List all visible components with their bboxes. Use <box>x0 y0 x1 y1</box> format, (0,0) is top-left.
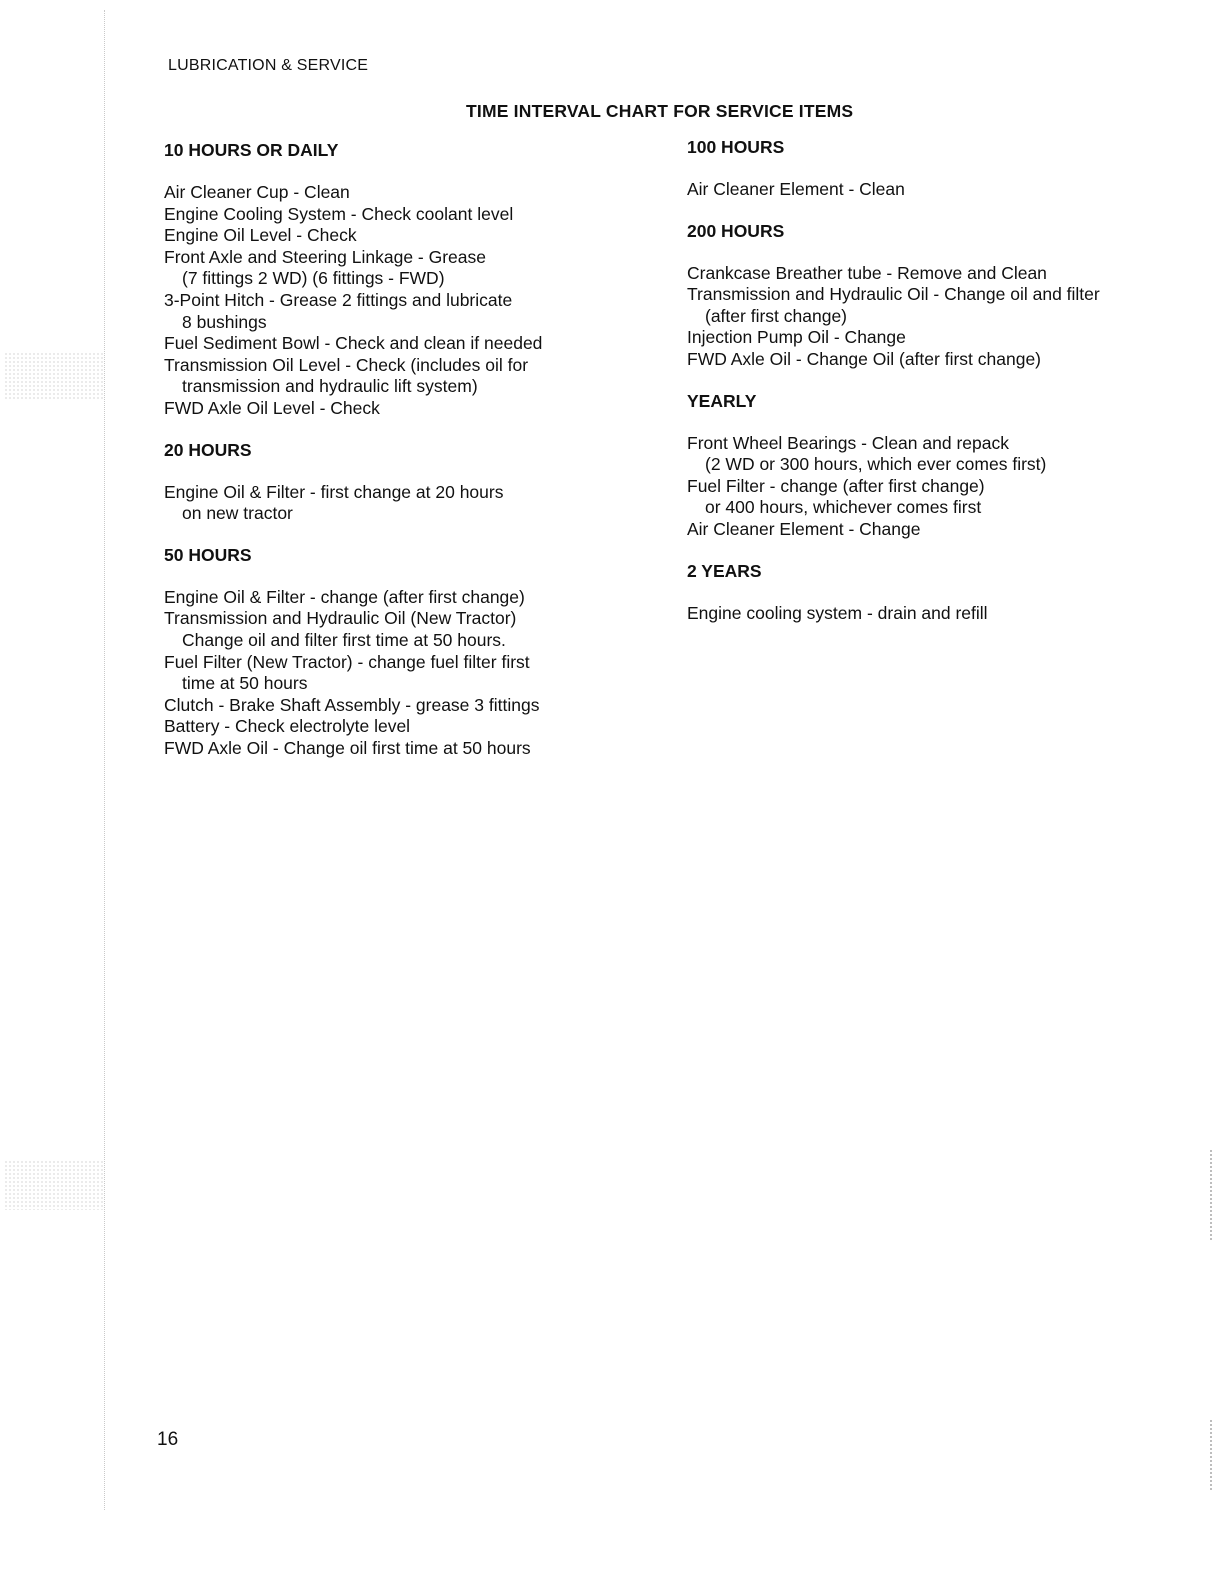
service-item <box>164 482 644 525</box>
service-item-list <box>164 182 644 420</box>
service-item-text: Front Axle and Steering Linkage - Grease <box>164 246 486 267</box>
service-item-continuation: (2 WD or 300 hours, which ever comes first) <box>705 454 1047 475</box>
service-item-list <box>687 433 1167 541</box>
service-item-text: Engine Cooling System - Check coolant level <box>164 203 514 224</box>
service-item <box>687 519 1167 541</box>
service-item-text: Engine Oil & Filter - first change at 20 hours <box>164 481 504 502</box>
service-item-text: Engine cooling system - drain and refill <box>687 602 988 623</box>
service-item-text: 3-Point Hitch - Grease 2 fittings and lubricate <box>164 289 513 310</box>
section-heading: 20 HOURS <box>164 439 252 460</box>
left-column <box>164 139 644 778</box>
service-item-list <box>164 482 644 525</box>
binding-margin-line <box>104 10 105 1510</box>
service-item <box>164 225 644 247</box>
interval-section <box>687 136 1167 201</box>
running-head: LUBRICATION & SERVICE <box>168 57 369 74</box>
service-item-text: FWD Axle Oil - Change oil first time at 50 hours <box>164 737 531 758</box>
service-item <box>164 204 644 226</box>
service-item-text: Fuel Sediment Bowl - Check and clean if needed <box>164 333 543 354</box>
service-item-list <box>687 179 1167 201</box>
service-item-continuation: time at 50 hours <box>182 673 308 694</box>
service-item-text: Injection Pump Oil - Change <box>687 327 906 348</box>
service-item-continuation: transmission and hydraulic lift system) <box>182 376 478 397</box>
service-item <box>164 738 644 760</box>
service-item <box>687 476 1167 519</box>
service-item <box>164 652 644 695</box>
service-item <box>164 182 644 204</box>
service-item-text: Engine Oil & Filter - change (after first change) <box>164 586 525 607</box>
chart-title: TIME INTERVAL CHART FOR SERVICE ITEMS <box>466 101 854 121</box>
page-number: 16 <box>157 1429 179 1450</box>
scan-speckle <box>1210 1420 1215 1490</box>
interval-section <box>687 220 1167 371</box>
interval-section <box>687 560 1167 625</box>
service-item-text: Air Cleaner Element - Change <box>687 518 921 539</box>
service-item <box>164 716 644 738</box>
scan-speckle <box>4 352 104 400</box>
service-item-list <box>164 587 644 760</box>
service-item <box>164 608 644 651</box>
service-item-text: Crankcase Breather tube - Remove and Clean <box>687 262 1047 283</box>
service-item <box>164 355 644 398</box>
section-heading: 2 YEARS <box>687 560 762 581</box>
service-item <box>687 327 1167 349</box>
scan-speckle <box>4 1160 104 1210</box>
interval-section <box>164 439 644 525</box>
section-heading: 50 HOURS <box>164 544 252 565</box>
service-item-text: Air Cleaner Cup - Clean <box>164 182 350 202</box>
section-heading: 100 HOURS <box>687 137 785 157</box>
service-item <box>164 695 644 717</box>
service-item <box>687 179 1167 201</box>
service-item <box>164 333 644 355</box>
service-item <box>164 290 644 333</box>
service-item-list <box>687 263 1167 371</box>
service-item <box>687 284 1167 327</box>
section-heading: 10 HOURS OR DAILY <box>164 140 339 160</box>
service-item <box>687 263 1167 285</box>
service-item-continuation: (after first change) <box>705 305 847 326</box>
service-item-continuation: 8 bushings <box>182 311 267 332</box>
service-item-continuation: (7 fittings 2 WD) (6 fittings - FWD) <box>182 268 445 289</box>
service-item-text: FWD Axle Oil Level - Check <box>164 397 380 418</box>
service-item-text: Engine Oil Level - Check <box>164 225 357 246</box>
section-heading: YEARLY <box>687 390 757 411</box>
service-item <box>164 247 644 290</box>
interval-section <box>164 139 644 420</box>
service-item-text: Transmission Oil Level - Check (includes oil for <box>164 354 529 375</box>
service-item-continuation: on new tractor <box>182 503 293 524</box>
interval-section <box>687 390 1167 541</box>
interval-section <box>164 544 644 760</box>
service-item-text: Transmission and Hydraulic Oil (New Tractor) <box>164 608 517 629</box>
service-item <box>164 587 644 609</box>
service-item <box>687 433 1167 476</box>
service-item-text: Air Cleaner Element - Clean <box>687 179 905 199</box>
service-item-continuation: Change oil and filter first time at 50 hours. <box>182 629 506 650</box>
service-item-text: Transmission and Hydraulic Oil - Change oil and filter <box>687 284 1100 305</box>
service-item-text: Battery - Check electrolyte level <box>164 716 411 737</box>
service-item-list <box>687 603 1167 625</box>
right-column <box>687 136 1167 643</box>
service-item-text: FWD Axle Oil - Change Oil (after first change) <box>687 348 1041 369</box>
service-item-text: Fuel Filter (New Tractor) - change fuel filter first <box>164 651 530 672</box>
service-item-text: Clutch - Brake Shaft Assembly - grease 3 fittings <box>164 694 540 715</box>
section-heading: 200 HOURS <box>687 220 785 241</box>
service-item-text: Fuel Filter - change (after first change) <box>687 475 985 496</box>
service-item-text: Front Wheel Bearings - Clean and repack <box>687 432 1009 453</box>
service-item <box>687 603 1167 625</box>
service-item <box>164 398 644 420</box>
service-item <box>687 349 1167 371</box>
scan-speckle <box>1210 1150 1215 1240</box>
service-item-continuation: or 400 hours, whichever comes first <box>705 497 982 518</box>
